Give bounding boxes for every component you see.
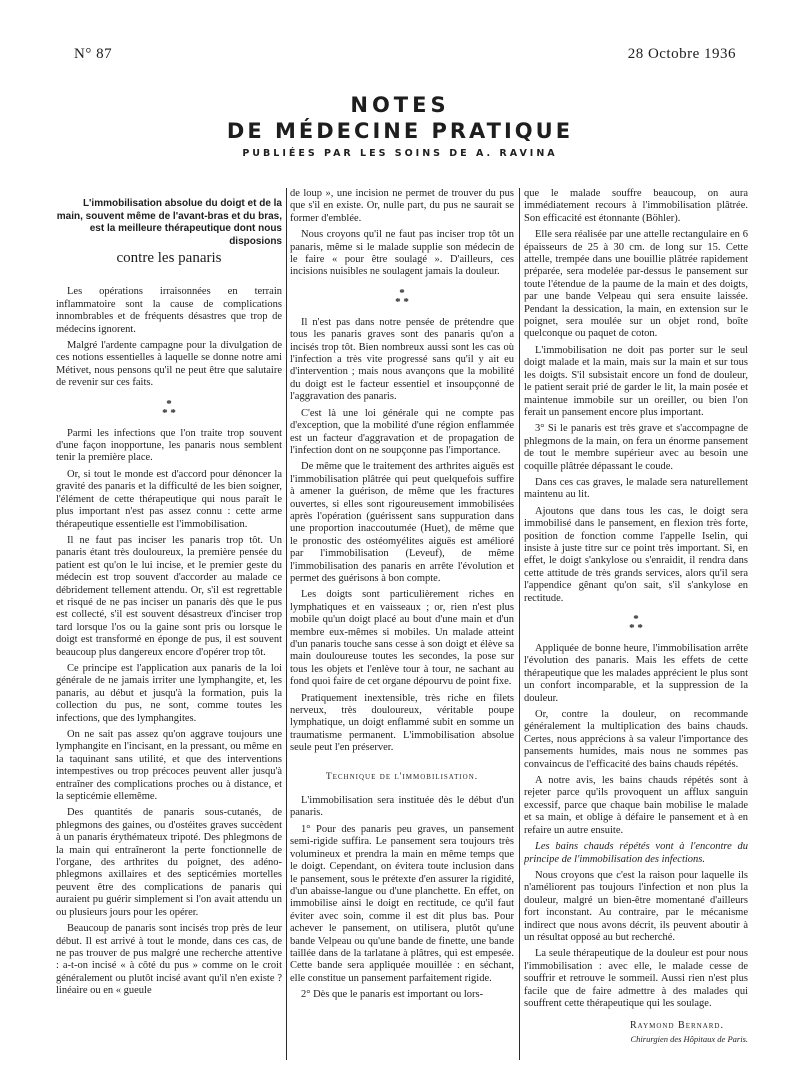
paragraph: Or, contre la douleur, on recommande généralement la multiplication des bains chauds. Certes, nous apprécions à sa valeur l'importance des pansements humides, mais nous ne sommes pas convaincus de l'efficacité des bains chauds répétés. [524, 709, 748, 770]
title-line-3: PUBLIÉES PAR LES SOINS DE A. RAVINA [242, 148, 558, 159]
title-line-2: DE MÉDECINE PRATIQUE [226, 119, 574, 143]
star-line: * [399, 286, 405, 299]
article-intro: L'immobilisation absolue du doigt et de la main, souvent même de l'avant-bras et du bras, est la meilleure thérapeutique dont nous disposions [56, 198, 282, 247]
section-heading: Technique de l'immobilisation. [325, 771, 479, 782]
column-1 [56, 198, 282, 1058]
paragraph: Elle sera réalisée par une attelle rectangulaire en 6 épaisseurs de 25 à 30 cm. de long sur 15. Cette attelle, trempée dans une bouillie plâtrée rapidement préparée, sera modelée par-dessus le pansement sur toute l'étendue de la paume de la main et des doigts, par une bande Velpeau qui sera ensuite laissée. Pendant la dessication, la main, en extension sur le poignet, sera moulée sur un objet rond, boîte quelconque ou paquet de coton. [524, 229, 748, 340]
paragraph: Parmi les infections que l'on traite trop souvent d'une façon inopportune, les panaris nous semblent tenir la première place. [56, 427, 282, 464]
paragraph: Malgré l'ardente campagne pour la divulgation de ces notions essentielles à laquelle se donne notre ami Métivet, nous pensons qu'il ne peut être que salutaire de revenir sur ces faits. [56, 340, 282, 389]
star-line: * [166, 397, 172, 410]
author-name: Raymond Bernard. [630, 1020, 724, 1032]
paragraph: Or, si tout le monde est d'accord pour dénoncer la gravité des panaris et la difficulté de les bien soigner, l'élément de cette thérapeutique qui nous paraît le plus important n'est pas assez connu : cette arme thérapeutique essentielle est l'immobilisation. [56, 468, 282, 530]
paragraph: Nous croyons qu'il ne faut pas inciser trop tôt un panaris, même si le malade supplie son médecin de le faire « pour être soulagé ». D'ailleurs, ces incisions nuisibles ne soulagent jamais la douleur. [290, 229, 514, 278]
paragraph: L'immobilisation ne doit pas porter sur le seul doigt malade et la main, mais sur la main et sur tous les doigts. S'il subsistait encore un fond de douleur, le patient serait prié de garder le lit, la main posée et maintenue immobile sur un oreiller, ou bien l'on ferait un pansement encore plus important. [524, 344, 748, 418]
paragraph: 2° Dès que le panaris est important ou lors- [301, 989, 484, 1001]
paragraph: Pratiquement inextensible, très riche en filets nerveux, très douloureux, véritable poupe lymphatique, un doigt enflammé subit en somme un traumatisme permanent. L'immobilisation absolue seule peut l'en préserver. [290, 692, 514, 754]
paragraph: L'immobilisation sera instituée dès le début d'un panaris. [290, 795, 514, 819]
paragraph: Les bains chauds répétés vont à l'encontre du principe de l'immobilisation des infections. [524, 841, 748, 865]
paragraph: que le malade souffre beaucoup, on aura immédiatement recours à l'immobilisation plâtrée. Son efficacité est étonnante (Böhler). [524, 188, 748, 224]
star-line: * * [629, 622, 643, 634]
star-line: * * [162, 406, 176, 419]
paragraph: Dans ces cas graves, le malade sera naturellement maintenu au lit. [524, 476, 748, 501]
paragraph: Ajoutons que dans tous les cas, le doigt sera immobilisé dans le pansement, en flexion très forte, position de fonction comme l'appelle Iselin, qui insiste à juste titre sur ce point très important. Si, en effet, le doigt s'ankylose ou s'enraidit, il rendra dans cette attitude de très grands services, alors qu'il sera l'appendice gênant qu'on sait, s'il s'ankylose en rectitude. [524, 505, 748, 604]
paragraph: Ce principe est l'application aux panaris de la loi générale de ne jamais irriter une lymphangite, et, les panaris, au début et jusqu'à la formation, puis la collection du pus, ne sont, comme toutes les infections, que des lymphangites. [56, 662, 282, 724]
paragraph: Beaucoup de panaris sont incisés trop près de leur début. Il est arrivé à tout le monde, dans ces cas, de ne pas trouver de pus malgré une recherche attentive : a-t-on incisé « à côté du pus » comme on le croit généralement ou plutôt incisé avant qu'il n'en existe ? linéaire ou en « gueule [56, 923, 282, 997]
column-2 [290, 188, 514, 1060]
issue-number: N° 87 [74, 46, 113, 62]
paragraph: La seule thérapeutique de la douleur est pour nous l'immobilisation : avec elle, le malade cesse de souffrir et retrouve le sommeil. Aussi rien n'est plus facile que de faire admettre à des malades qui souffrent cette thérapeutique qui les soulage. [524, 948, 748, 1009]
paragraph: Les opérations irraisonnées en terrain inflammatoire sont la cause de complications innombrables et de fréquents désastres que trop de médecins ignorent. [56, 286, 282, 335]
paragraph: Appliquée de bonne heure, l'immobilisation arrête l'évolution des panaris. Mais les effets de cette thérapeutique que les malades apprécient le plus sont un confort incomparable, et la suppression de la douleur. [524, 643, 748, 704]
paragraph: 3° Si le panaris est très grave et s'accompagne de phlegmons de la main, on fera un énorme pansement de tout le membre supérieur avec au besoin une coquille plâtrée dépassant le coude. [524, 423, 748, 472]
paragraph: De même que le traitement des arthrites aiguës est l'immobilisation plâtrée qui peut quelquefois suffire à amener la guérison, de même que les fractures ouvertes, si elles sont rigoureusement immobilisées après l'opération (guérissent sans suppuration dans une proportion inaccoutumée (Huet), de même que le pronostic des ostéomyélites aiguës est amélioré par l'immobilisation (Leveuf), de même l'immobilisation des panaris en arrête l'évolution et permet des guérisons à bon compte. [290, 461, 514, 584]
section-stars [524, 615, 748, 633]
paragraph: A notre avis, les bains chauds répétés sont à rejeter parce qu'ils provoquent un afflux sanguin excessif, parce que chaque bain mobilise le malade et sa main, et oblige à défaire le pansement et à en refaire un autre ensuite. [524, 775, 748, 836]
signature [524, 1020, 748, 1045]
paragraph: Les doigts sont particulièrement riches en lymphatiques et en vaisseaux ; or, rien n'est plus mobile qu'un doigt placé au bout d'une main et d'un membre eux-mêmes si mobiles. Un malade atteint d'un panaris touche sans cesse à son doigt et élève sa main douloureuse toutes les secondes, la pose sur tous les objets et l'enlève tour à tour, ne sachant au fond quoi faire de cet organe dépourvu de point fixe. [290, 589, 514, 688]
paragraph: Il ne faut pas inciser les panaris trop tôt. Un panaris étant très douloureux, la première pensée du patient est qu'on le lui incise, et le premier geste du médecin est trop souvent d'accorder au malade ce débridement tellement attendu. Or, s'il est regrettable et risqué de ne pas inciser un panaris dès que le pus est collecté, s'il est souvent désastreux d'inciser trop tard lorsque l'os ou la gaine sont pris ou lorsque le doigt est transformé en éponge de pus, il est souvent beaucoup plus dangereux encore d'opérer trop tôt. [56, 534, 282, 658]
paragraph: Nous croyons que c'est la raison pour laquelle ils n'améliorent pas toujours l'infection et non plus la douleur, malgré un bien-être momentané d'ailleurs fort inconstant. Au contraire, par le mécanisme indirect que nous avons décrit, ils peuvent aboutir à un résultat opposé au but recherché. [524, 869, 748, 943]
paragraph: Il n'est pas dans notre pensée de prétendre que tous les panaris graves sont des panaris qu'on a incisés trop tôt. Bien nombreux aussi sont les cas où l'infection a très vite progressé sans qu'il y ait eu d'intervention ; mais nous avançons que la mobilité du doigt est le facteur essentiel et insoupçonné de l'aggravation des panaris. [290, 316, 514, 403]
star-line: * * [395, 295, 409, 308]
column-divider [519, 188, 520, 1060]
section-stars [290, 286, 514, 308]
star-line: * [633, 613, 639, 625]
section-stars [56, 397, 282, 419]
issue-date: 28 Octobre 1936 [627, 46, 736, 62]
column-3 [524, 188, 748, 1060]
author-role: Chirurgien des Hôpitaux de Paris. [630, 1033, 748, 1044]
article-subtitle: contre les panaris [116, 250, 222, 266]
journal-title [0, 92, 800, 159]
paragraph: 1° Pour des panaris peu graves, un pansement semi-rigide suffira. Le pansement sera toujours très volumineux et prendra la main en même temps que le doigt. Cependant, on évitera toute inclusion dans le pansement, sous le prétexte d'en assurer la rigidité, d'un abaisse-langue ou d'une planchette. En effet, on immobilise ainsi le doigt en rectitude, ce qu'il faut éviter avec soin, comme il est dit plus bas. Pour achever le pansement, on utilisera, plutôt qu'une bande Velpeau ou qu'une bande de finette, une bande taillée dans de la tarlatane à plâtres, qui est empesée. Cette bande sera appliquée mouillée : en séchant, elle constitue un pansement parfaitement rigide. [290, 823, 514, 984]
paragraph: C'est là une loi générale qui ne compte pas d'exception, que la mobilité d'une région enflammée est un facteur d'aggravation et de propagation de l'infection dont on ne soupçonne pas l'importance. [290, 407, 514, 456]
title-line-1: NOTES [350, 93, 450, 117]
paragraph: de loup », une incision ne permet de trouver du pus que s'il en existe. Or, nulle part, du pus ne saurait se former d'emblée. [290, 188, 514, 224]
column-divider [286, 188, 287, 1060]
paragraph: On ne sait pas assez qu'on aggrave toujours une lymphangite en l'incisant, en la pressant, ou même en la taquinant sans utilité, et que des interventions intempestives ou trop précoces peuvent aller jusqu'à entraîner des complications proches ou à distance, et la septicémie ellemême. [56, 729, 282, 803]
paragraph: Des quantités de panaris sous-cutanés, de phlegmons des gaines, ou d'ostéites graves succèdent à un panaris érythémateux tripoté. Des phlegmons de la main qui entraîneront la perte fonctionnelle de l'organe, des arthrites du poignet, des adéno-phlegmons axillaires et des septicémies mortelles peuvent être des complications de panaris qui auraient pu guérir simplement si l'on avait attendu un ou plusieurs jours pour les opérer. [56, 807, 282, 918]
